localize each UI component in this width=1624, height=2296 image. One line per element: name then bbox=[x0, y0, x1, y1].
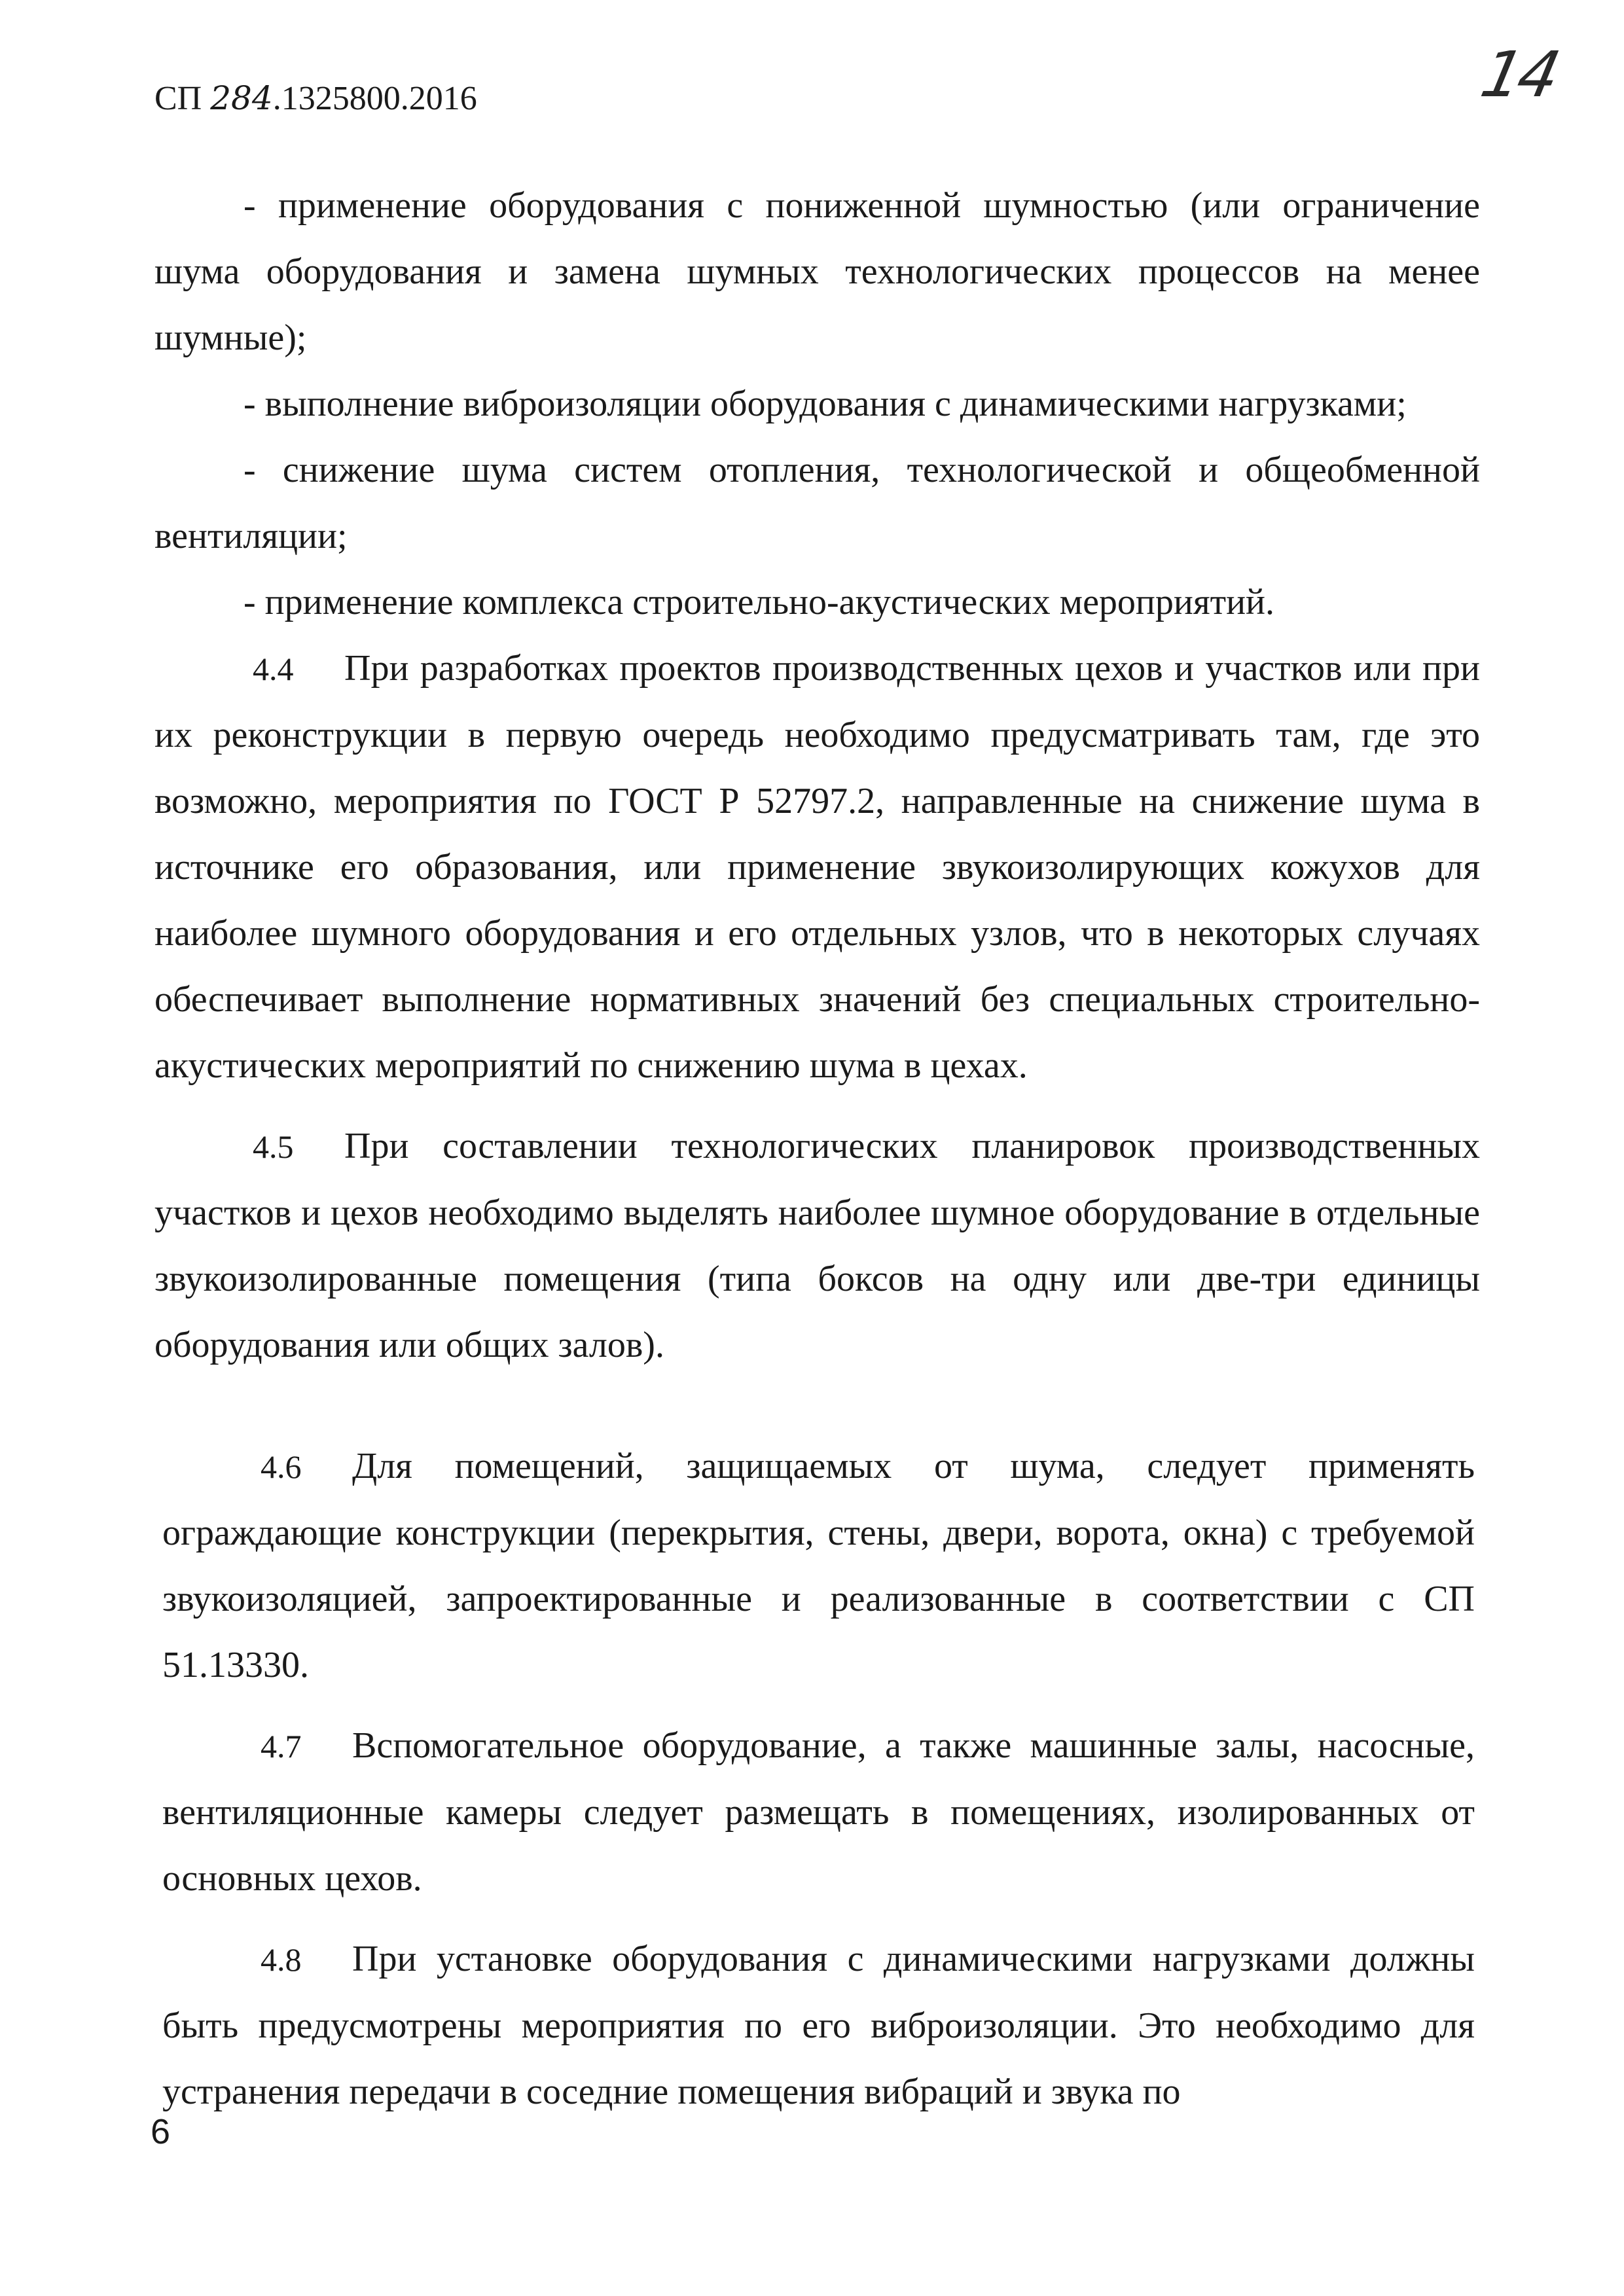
clause-text: При составлении технологических планировок производственных участков и цехов необходимо выделять наиболее шумное оборудование в отдельные звукоизолированные помещения (типа боксов на одну или две-три единицы оборудования или общих залов). bbox=[154, 1126, 1480, 1365]
clause-text: Для помещений, защищаемых от шума, следует применять ограждающие конструкции (перекрытия, стены, двери, ворота, окна) с требуемой звукоизоляцией, запроектированные и реализованные в соответствии с СП 51.13330. bbox=[162, 1446, 1475, 1685]
clause-number: 4.8 bbox=[261, 1941, 302, 1978]
clause-number: 4.7 bbox=[261, 1728, 302, 1765]
clause-4-8 bbox=[162, 1926, 1475, 2125]
list-item-ventilation-noise: - снижение шума систем отопления, технологической и общеобменной вентиляции; bbox=[154, 450, 1480, 556]
clause-number: 4.4 bbox=[253, 651, 294, 687]
body-text-block-1 bbox=[154, 173, 1480, 1378]
handwritten-code-number: 284 bbox=[210, 79, 273, 117]
clause-4-5 bbox=[154, 1113, 1480, 1378]
body-text-block-2 bbox=[162, 1433, 1475, 2125]
clause-number: 4.5 bbox=[253, 1128, 294, 1165]
document-code bbox=[154, 77, 477, 120]
document-code-prefix: СП bbox=[154, 80, 211, 117]
document-code-suffix: .1325800.2016 bbox=[272, 80, 477, 117]
list-item-low-noise-equipment: - применение оборудования с пониженной шумностью (или ограничение шума оборудования и замена шумных технологических процессов на менее шумные); bbox=[154, 185, 1480, 358]
clause-number: 4.6 bbox=[261, 1448, 302, 1485]
clause-4-7 bbox=[162, 1713, 1475, 1912]
clause-text: Вспомогательное оборудование, а также машинные залы, насосные, вентиляционные камеры следует размещать в помещениях, изолированных от основных цехов. bbox=[162, 1725, 1475, 1899]
page-number: 6 bbox=[151, 2112, 171, 2151]
clause-text: При разработках проектов производственных цехов и участков или при их реконструкции в первую очередь необходимо предусматривать там, где это возможно, мероприятия по ГОСТ Р 52797.2, направленные на снижение шума в источнике его образования, или применение звукоизолирующих кожухов для наиболее шумного оборудования и его отдельных узлов, что в некоторых случаях обеспечивает выполнение нормативных значений без специальных строительно-акустических мероприятий по снижению шума в цехах. bbox=[154, 648, 1480, 1086]
clause-4-4 bbox=[154, 636, 1480, 1099]
clause-4-6 bbox=[162, 1433, 1475, 1698]
list-item-acoustic-measures: - применение комплекса строительно-акустических мероприятий. bbox=[244, 582, 1275, 622]
list-item-vibration-isolation: - выполнение виброизоляции оборудования с динамическими нагрузками; bbox=[244, 384, 1407, 424]
clause-text: При установке оборудования с динамическими нагрузками должны быть предусмотрены мероприятия по его виброизоляции. Это необходимо для устранения передачи в соседние помещения вибраций и звука по bbox=[162, 1939, 1475, 2112]
handwritten-sheet-number: 14 bbox=[1475, 38, 1563, 111]
